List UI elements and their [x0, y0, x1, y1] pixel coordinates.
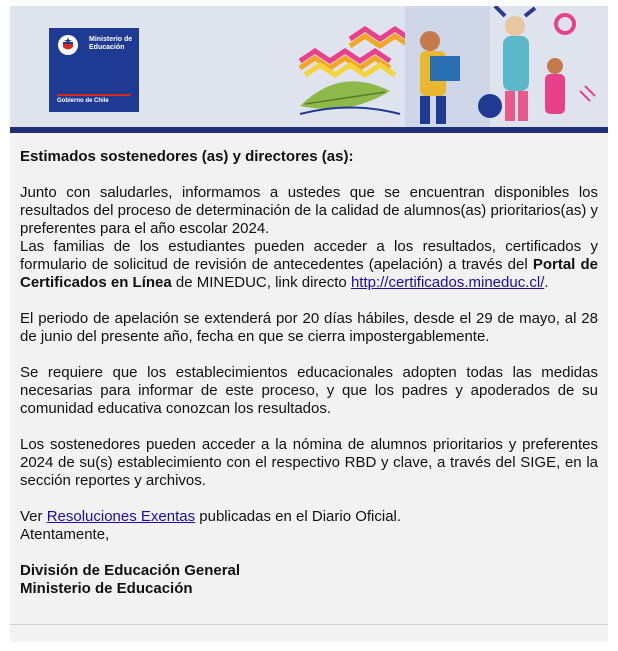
banner-illustration	[280, 6, 608, 127]
p6-text-end: publicadas en el Diario Oficial.	[195, 508, 402, 525]
paragraph-4: Se requiere que los establecimientos educacionales adopten todas las medidas necesarias para informar de este proceso, y que los padres y apoderados de su comunidad educativa conozcan los resultados.	[20, 364, 598, 417]
banner-strip	[10, 127, 608, 133]
certificados-link[interactable]: http://certificados.mineduc.cl/	[350, 274, 545, 291]
email-card	[10, 6, 608, 642]
coat-of-arms-icon	[57, 34, 79, 56]
resoluciones-link[interactable]: Resoluciones Exentas	[46, 508, 196, 525]
signature-ministry: Ministerio de Educación	[20, 580, 193, 597]
footer-divider	[10, 624, 608, 625]
logo-red-bar	[57, 94, 131, 96]
ministry-line1: Ministerio de	[89, 36, 133, 43]
paragraph-3: El periodo de apelación se extenderá por 20 días hábiles, desde el 29 de mayo, al 28 de junio del presente año, fecha en que se cierra impostergablemente.	[20, 310, 598, 345]
paragraph-2	[20, 238, 598, 292]
p2-text-end: .	[544, 274, 549, 291]
p2-text-middle: de MINEDUC, link directo	[171, 274, 351, 291]
header-banner	[10, 6, 608, 133]
government-label: Gobierno de Chile	[57, 98, 109, 104]
ministry-logo	[49, 28, 139, 112]
signature-division: División de Educación General	[20, 562, 241, 579]
closing: Atentamente,	[20, 526, 110, 543]
letter-body	[20, 148, 598, 598]
paragraph-5: Los sostenedores pueden acceder a la nómina de alumnos prioritarios y preferentes 2024 de su(s) establecimiento con el respectivo RBD y clave, a través del SIGE, en la sección reportes y archivos.	[20, 436, 598, 489]
paragraph-6	[20, 508, 598, 526]
greeting: Estimados sostenedores (as) y directores (as):	[20, 148, 354, 165]
p6-text-start: Ver	[20, 508, 47, 525]
paragraph-1: Junto con saludarles, informamos a ustedes que se encuentran disponibles los resultados del proceso de determinación de la calidad de alumnos(as) prioritarios(as) y preferentes para el año escolar 2024.	[20, 184, 598, 237]
p2-text-start: Las familias de los estudiantes pueden acceder a los resultados, certificados y formulario de solicitud de revisión de antecedentes (apelación) a través del	[20, 238, 598, 273]
ministry-name	[89, 36, 132, 52]
ministry-line2: Educación	[89, 44, 125, 51]
portal-name: Portal de Certificados en Línea	[20, 256, 598, 291]
